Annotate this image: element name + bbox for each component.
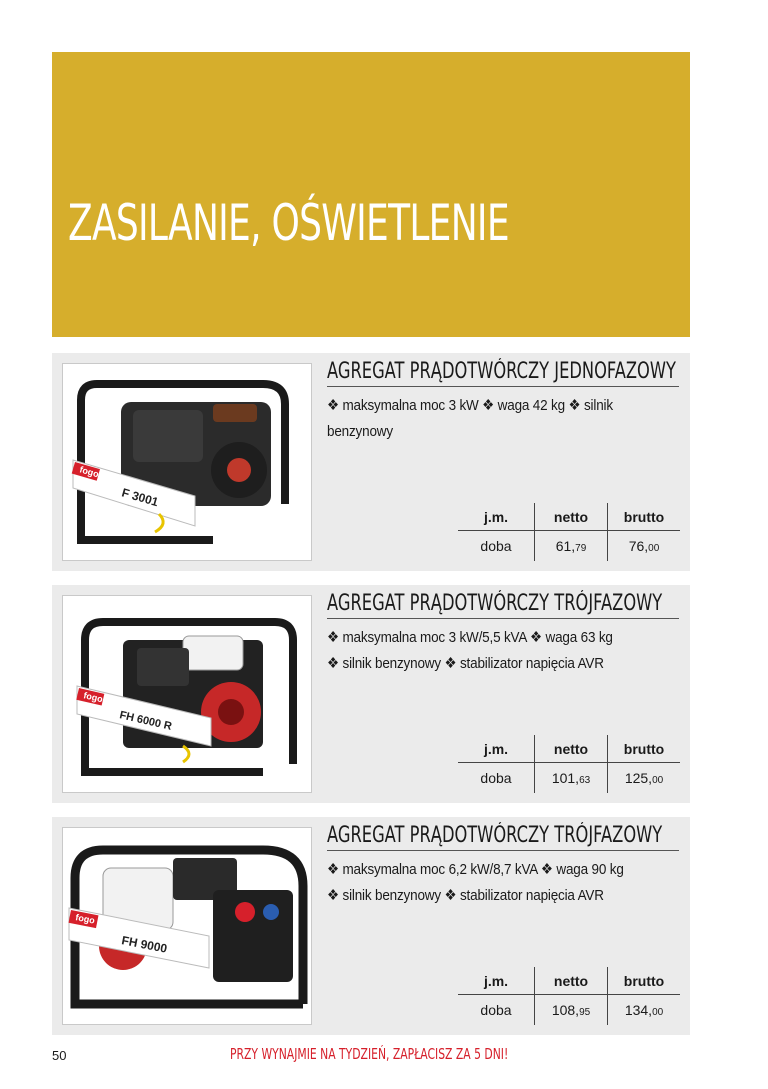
svg-text:fogo: fogo: [78, 464, 100, 480]
generator-icon: [63, 828, 311, 1024]
product-card: [52, 817, 690, 1035]
gross-price: 134,00: [608, 995, 681, 1026]
product-title: AGREGAT PRĄDOTWÓRCZY TRÓJFAZOWY: [327, 591, 679, 619]
gross-price: 125,00: [608, 763, 681, 794]
product-description: ❖ maksymalna moc 6,2 kW/8,7 kVA ❖ waga 90 kg ❖ silnik benzynowy ❖ stabilizator napięcia AVR: [327, 861, 624, 904]
promo-note: PRZY WYNAJMIE NA TYDZIEŃ, ZAPŁACISZ ZA 5 DNI!: [230, 1045, 509, 1063]
unit-value: doba: [480, 1002, 512, 1018]
net-header: netto: [535, 503, 608, 531]
unit-value: doba: [480, 538, 512, 554]
svg-text:FH 6000 R: FH 6000 R: [118, 709, 173, 733]
svg-text:fogo: fogo: [74, 912, 96, 926]
product-card: [52, 353, 690, 571]
net-header: netto: [535, 967, 608, 995]
unit-header: j.m.: [458, 503, 535, 531]
product-title: AGREGAT PRĄDOTWÓRCZY JEDNOFAZOWY: [327, 359, 679, 387]
unit-header: j.m.: [458, 735, 535, 763]
section-title: ZASILANIE, OŚWIETLENIE: [68, 193, 509, 252]
unit-header: j.m.: [458, 967, 535, 995]
svg-text:F 3001: F 3001: [120, 485, 160, 510]
price-table: [458, 503, 680, 561]
net-price: 61,79: [535, 531, 608, 562]
unit-value: doba: [480, 770, 512, 786]
net-price: 108,95: [535, 995, 608, 1026]
generator-icon: [63, 596, 311, 792]
net-price: 101,63: [535, 763, 608, 794]
gross-header: brutto: [608, 967, 681, 995]
product-title: AGREGAT PRĄDOTWÓRCZY TRÓJFAZOWY: [327, 823, 679, 851]
product-card: [52, 585, 690, 803]
svg-text:fogo: fogo: [82, 690, 104, 705]
net-header: netto: [535, 735, 608, 763]
gross-price: 76,00: [608, 531, 681, 562]
price-table: [458, 735, 680, 793]
price-table: [458, 967, 680, 1025]
product-description: ❖ maksymalna moc 3 kW ❖ waga 42 kg ❖ silnik benzynowy: [327, 397, 613, 440]
gross-header: brutto: [608, 735, 681, 763]
page-number: 50: [52, 1048, 67, 1063]
product-description: ❖ maksymalna moc 3 kW/5,5 kVA ❖ waga 63 kg ❖ silnik benzynowy ❖ stabilizator napięcia AVR: [327, 629, 613, 672]
gross-header: brutto: [608, 503, 681, 531]
svg-text:FH 9000: FH 9000: [120, 933, 169, 956]
generator-icon: [63, 364, 311, 560]
product-photo: [62, 595, 312, 793]
product-photo: [62, 827, 312, 1025]
product-photo: [62, 363, 312, 561]
